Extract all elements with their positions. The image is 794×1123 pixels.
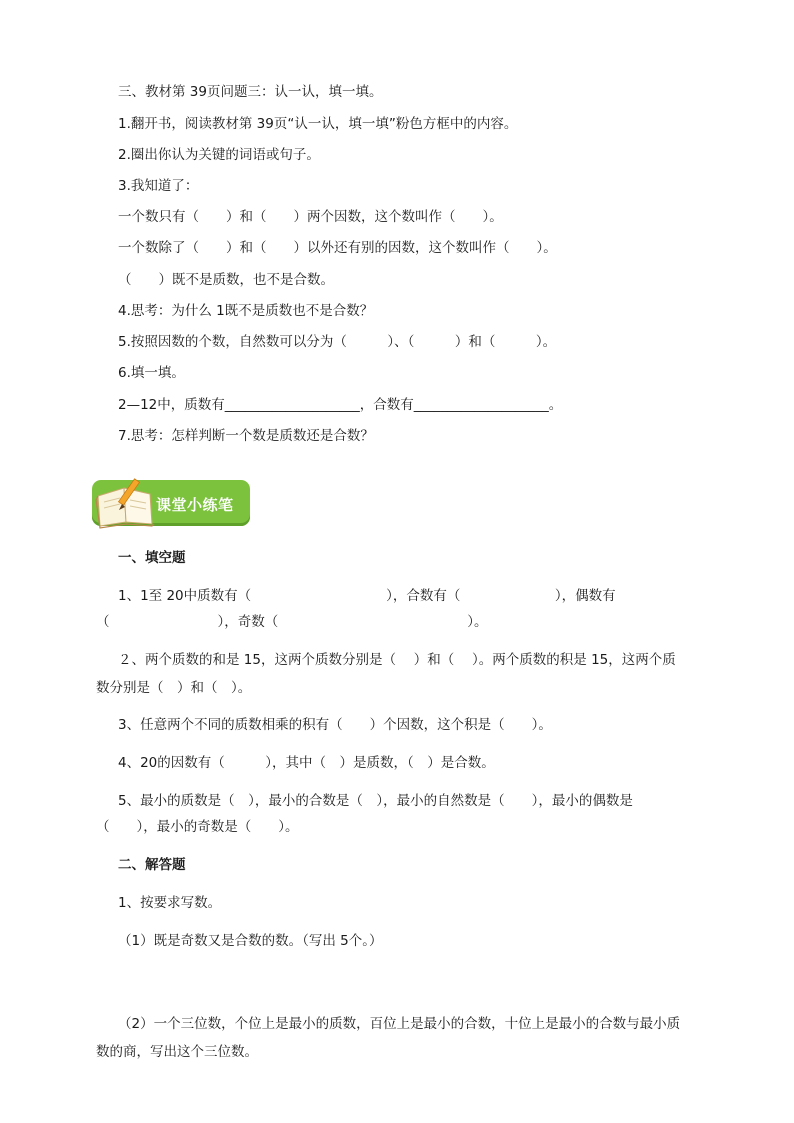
- exercise-line: 4、20的因数有（ ），其中（ ）是质数，（ ）是合数。: [118, 755, 495, 771]
- instruction-line: 3.我知道了：: [118, 178, 199, 194]
- question-line: 7.思考：怎样判断一个数是质数还是合数？: [118, 428, 374, 444]
- fill-blank-line: （ ）既不是质数，也不是合数。: [118, 272, 334, 288]
- exercise-line: ２、两个质数的和是 15，这两个质数分别是（ ）和（ ）。两个质数的积是 15，这两个质: [118, 652, 676, 668]
- badge-label: 课堂小练笔: [156, 496, 234, 514]
- exercise-line: 数的商，写出这个三位数。: [96, 1044, 258, 1060]
- instruction-line: 1.翻开书，阅读教材第 39页“认一认，填一填”粉色方框中的内容。: [118, 116, 518, 132]
- book-pencil-icon: [92, 474, 162, 530]
- exercise-line: （2）一个三位数，个位上是最小的质数，百位上是最小的合数，十位上是最小的合数与最小质: [118, 1016, 681, 1032]
- exercise-line: 数分别是（ ）和（ ）。: [96, 680, 252, 696]
- instruction-line: 2.圈出你认为关键的词语或句子。: [118, 147, 320, 163]
- exercise-line: （ ），奇数（ ）。: [96, 614, 488, 630]
- fill-blank-line: 一个数除了（ ）和（ ）以外还有别的因数，这个数叫作（ ）。: [118, 240, 557, 256]
- instruction-line: 6.填一填。: [118, 365, 185, 381]
- exercise-line: 5、最小的质数是（ ），最小的合数是（ ），最小的自然数是（ ），最小的偶数是: [118, 793, 633, 809]
- exercise-line: 3、任意两个不同的质数相乘的积有（ ）个因数，这个积是（ ）。: [118, 717, 552, 733]
- fill-section-heading: 一、填空题: [118, 550, 186, 566]
- answer-section-heading: 二、解答题: [118, 857, 186, 873]
- exercise-line: 1、1至 20中质数有（ ），合数有（ ），偶数有: [118, 588, 616, 604]
- section-three-heading: 三、教材第 39页问题三：认一认，填一填。: [118, 84, 383, 100]
- exercise-line: 1、按要求写数。: [118, 895, 222, 911]
- exercise-line: （1）既是奇数又是合数的数。（写出 5个。）: [118, 933, 383, 949]
- exercise-line: （ ），最小的奇数是（ ）。: [96, 819, 299, 835]
- question-line: 4.思考：为什么 1既不是质数也不是合数？: [118, 303, 374, 319]
- fill-blank-line: 一个数只有（ ）和（ ）两个因数，这个数叫作（ ）。: [118, 209, 503, 225]
- fill-blank-line: 5.按照因数的个数，自然数可以分为（ ）、（ ）和（ ）。: [118, 334, 557, 350]
- fill-blank-line: 2—12中，质数有____________________，合数有____________________。: [118, 397, 563, 413]
- practice-badge: [92, 480, 250, 526]
